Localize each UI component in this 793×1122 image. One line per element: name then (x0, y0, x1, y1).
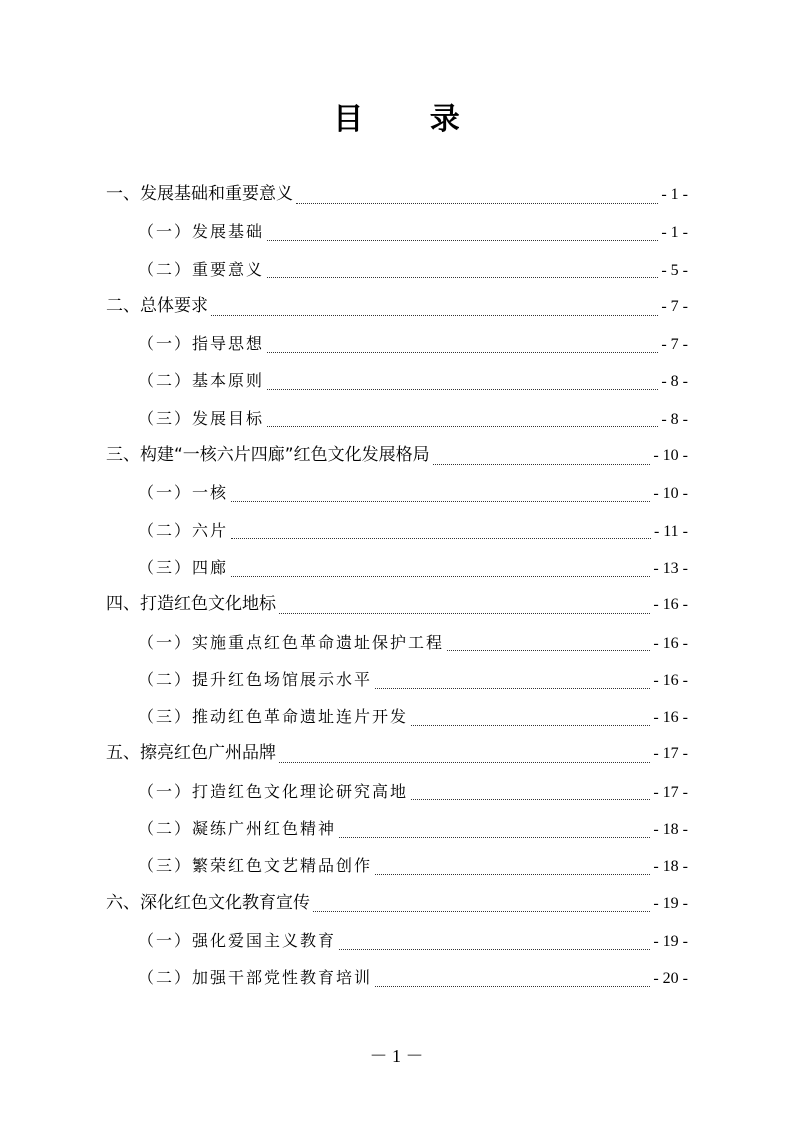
toc-entry-page: - 10 - (653, 447, 688, 465)
toc-entry-page: - 19 - (653, 894, 688, 912)
toc-entry-page: - 16 - (653, 709, 688, 727)
toc-entry-page: - 16 - (653, 634, 688, 652)
toc-entry-label: （一）打造红色文化理论研究高地 (138, 781, 409, 801)
toc-entry-page: - 19 - (653, 932, 688, 950)
toc-entry-page: - 16 - (653, 671, 688, 689)
dot-leader (375, 985, 650, 987)
dot-leader (447, 649, 650, 651)
dot-leader (433, 463, 651, 465)
toc-entry-page: - 18 - (653, 821, 688, 839)
dot-leader (267, 425, 658, 427)
toc-entry-page: - 17 - (653, 745, 688, 763)
toc-entry-page: - 1 - (661, 224, 688, 242)
toc-entry-label: （三）四廊 (138, 557, 229, 577)
toc-entry[interactable] (106, 810, 688, 847)
dot-leader (231, 500, 650, 502)
toc-entry[interactable] (106, 437, 688, 474)
toc-entry-label: （二）凝练广州红色精神 (138, 819, 337, 839)
toc-entry[interactable] (106, 624, 688, 661)
toc-entry[interactable] (106, 661, 688, 698)
toc-entry-label: 二、总体要求 (106, 295, 208, 316)
toc-entry[interactable] (106, 251, 688, 288)
toc-entry-page: - 20 - (653, 970, 688, 988)
toc-entry[interactable] (106, 735, 688, 772)
toc-entry-label: （三）繁荣红色文艺精品创作 (138, 856, 373, 876)
table-of-contents (106, 176, 688, 997)
toc-entry-label: 四、打造红色文化地标 (106, 594, 276, 615)
dot-leader (267, 239, 658, 241)
toc-entry-page: - 5 - (661, 261, 688, 279)
toc-entry[interactable] (106, 474, 688, 511)
toc-entry-page: - 1 - (661, 186, 688, 203)
toc-entry[interactable] (106, 698, 688, 735)
dot-leader (267, 276, 658, 278)
toc-entry-label: （二）加强干部党性教育培训 (138, 968, 373, 988)
page-title: 目 录 (333, 102, 488, 137)
toc-entry-label: （一）发展基础 (138, 222, 265, 242)
toc-entry[interactable] (106, 325, 688, 362)
toc-entry-page: - 17 - (653, 783, 688, 801)
toc-entry-page: - 11 - (653, 522, 688, 540)
dot-leader (231, 537, 651, 539)
dot-leader (411, 724, 650, 726)
toc-entry[interactable] (106, 213, 688, 250)
toc-entry-label: （三）推动红色革命遗址连片开发 (138, 707, 409, 727)
dot-leader (231, 575, 650, 577)
toc-entry-page: - 7 - (661, 297, 688, 315)
toc-entry-label: （一）实施重点红色革命遗址保护工程 (138, 632, 445, 652)
toc-entry-label: 三、构建“一核六片四廊”红色文化发展格局 (106, 445, 430, 466)
toc-entry-page: - 13 - (653, 559, 688, 577)
dot-leader (267, 351, 658, 353)
toc-entry-label: （二）六片 (138, 520, 229, 540)
dot-leader (279, 612, 650, 614)
toc-entry-page: - 8 - (661, 373, 688, 391)
toc-entry-page: - 16 - (653, 596, 688, 614)
toc-entry-page: - 10 - (653, 485, 688, 503)
toc-entry[interactable] (106, 549, 688, 586)
toc-entry-page: - 8 - (661, 410, 688, 428)
toc-entry-label: （一）指导思想 (138, 334, 265, 354)
dot-leader (339, 836, 650, 838)
dot-leader (313, 910, 650, 912)
toc-entry-label: （一）一核 (138, 483, 229, 503)
toc-entry[interactable] (106, 773, 688, 810)
toc-entry-label: 五、擦亮红色广州品牌 (106, 743, 276, 764)
toc-entry-label: （二）提升红色场馆展示水平 (138, 669, 373, 689)
toc-entry[interactable] (106, 586, 688, 623)
toc-entry[interactable] (106, 847, 688, 884)
toc-entry[interactable] (106, 885, 688, 922)
toc-entry-label: 六、深化红色文化教育宣传 (106, 892, 310, 913)
toc-entry-page: - 18 - (653, 858, 688, 876)
toc-entry-label: （二）重要意义 (138, 259, 265, 279)
toc-entry[interactable] (106, 400, 688, 437)
toc-entry-label: （一）强化爱国主义教育 (138, 930, 337, 950)
dot-leader (375, 873, 650, 875)
toc-entry-page: - 7 - (661, 336, 688, 354)
toc-entry-label: （二）基本原则 (138, 371, 265, 391)
toc-entry[interactable] (106, 959, 688, 996)
dot-leader (211, 314, 658, 316)
toc-entry[interactable] (106, 362, 688, 399)
dot-leader (267, 388, 658, 390)
toc-entry[interactable] (106, 288, 688, 325)
toc-entry-label: 一、发展基础和重要意义 (106, 184, 293, 204)
toc-entry[interactable] (106, 922, 688, 959)
footer-page-number: － 1 － (369, 1046, 424, 1066)
toc-entry-label: （三）发展目标 (138, 408, 265, 428)
dot-leader (339, 948, 650, 950)
toc-entry[interactable] (106, 176, 688, 213)
dot-leader (279, 761, 650, 763)
dot-leader (375, 687, 650, 689)
dot-leader (411, 798, 650, 800)
dot-leader (296, 202, 658, 204)
toc-entry[interactable] (106, 512, 688, 549)
